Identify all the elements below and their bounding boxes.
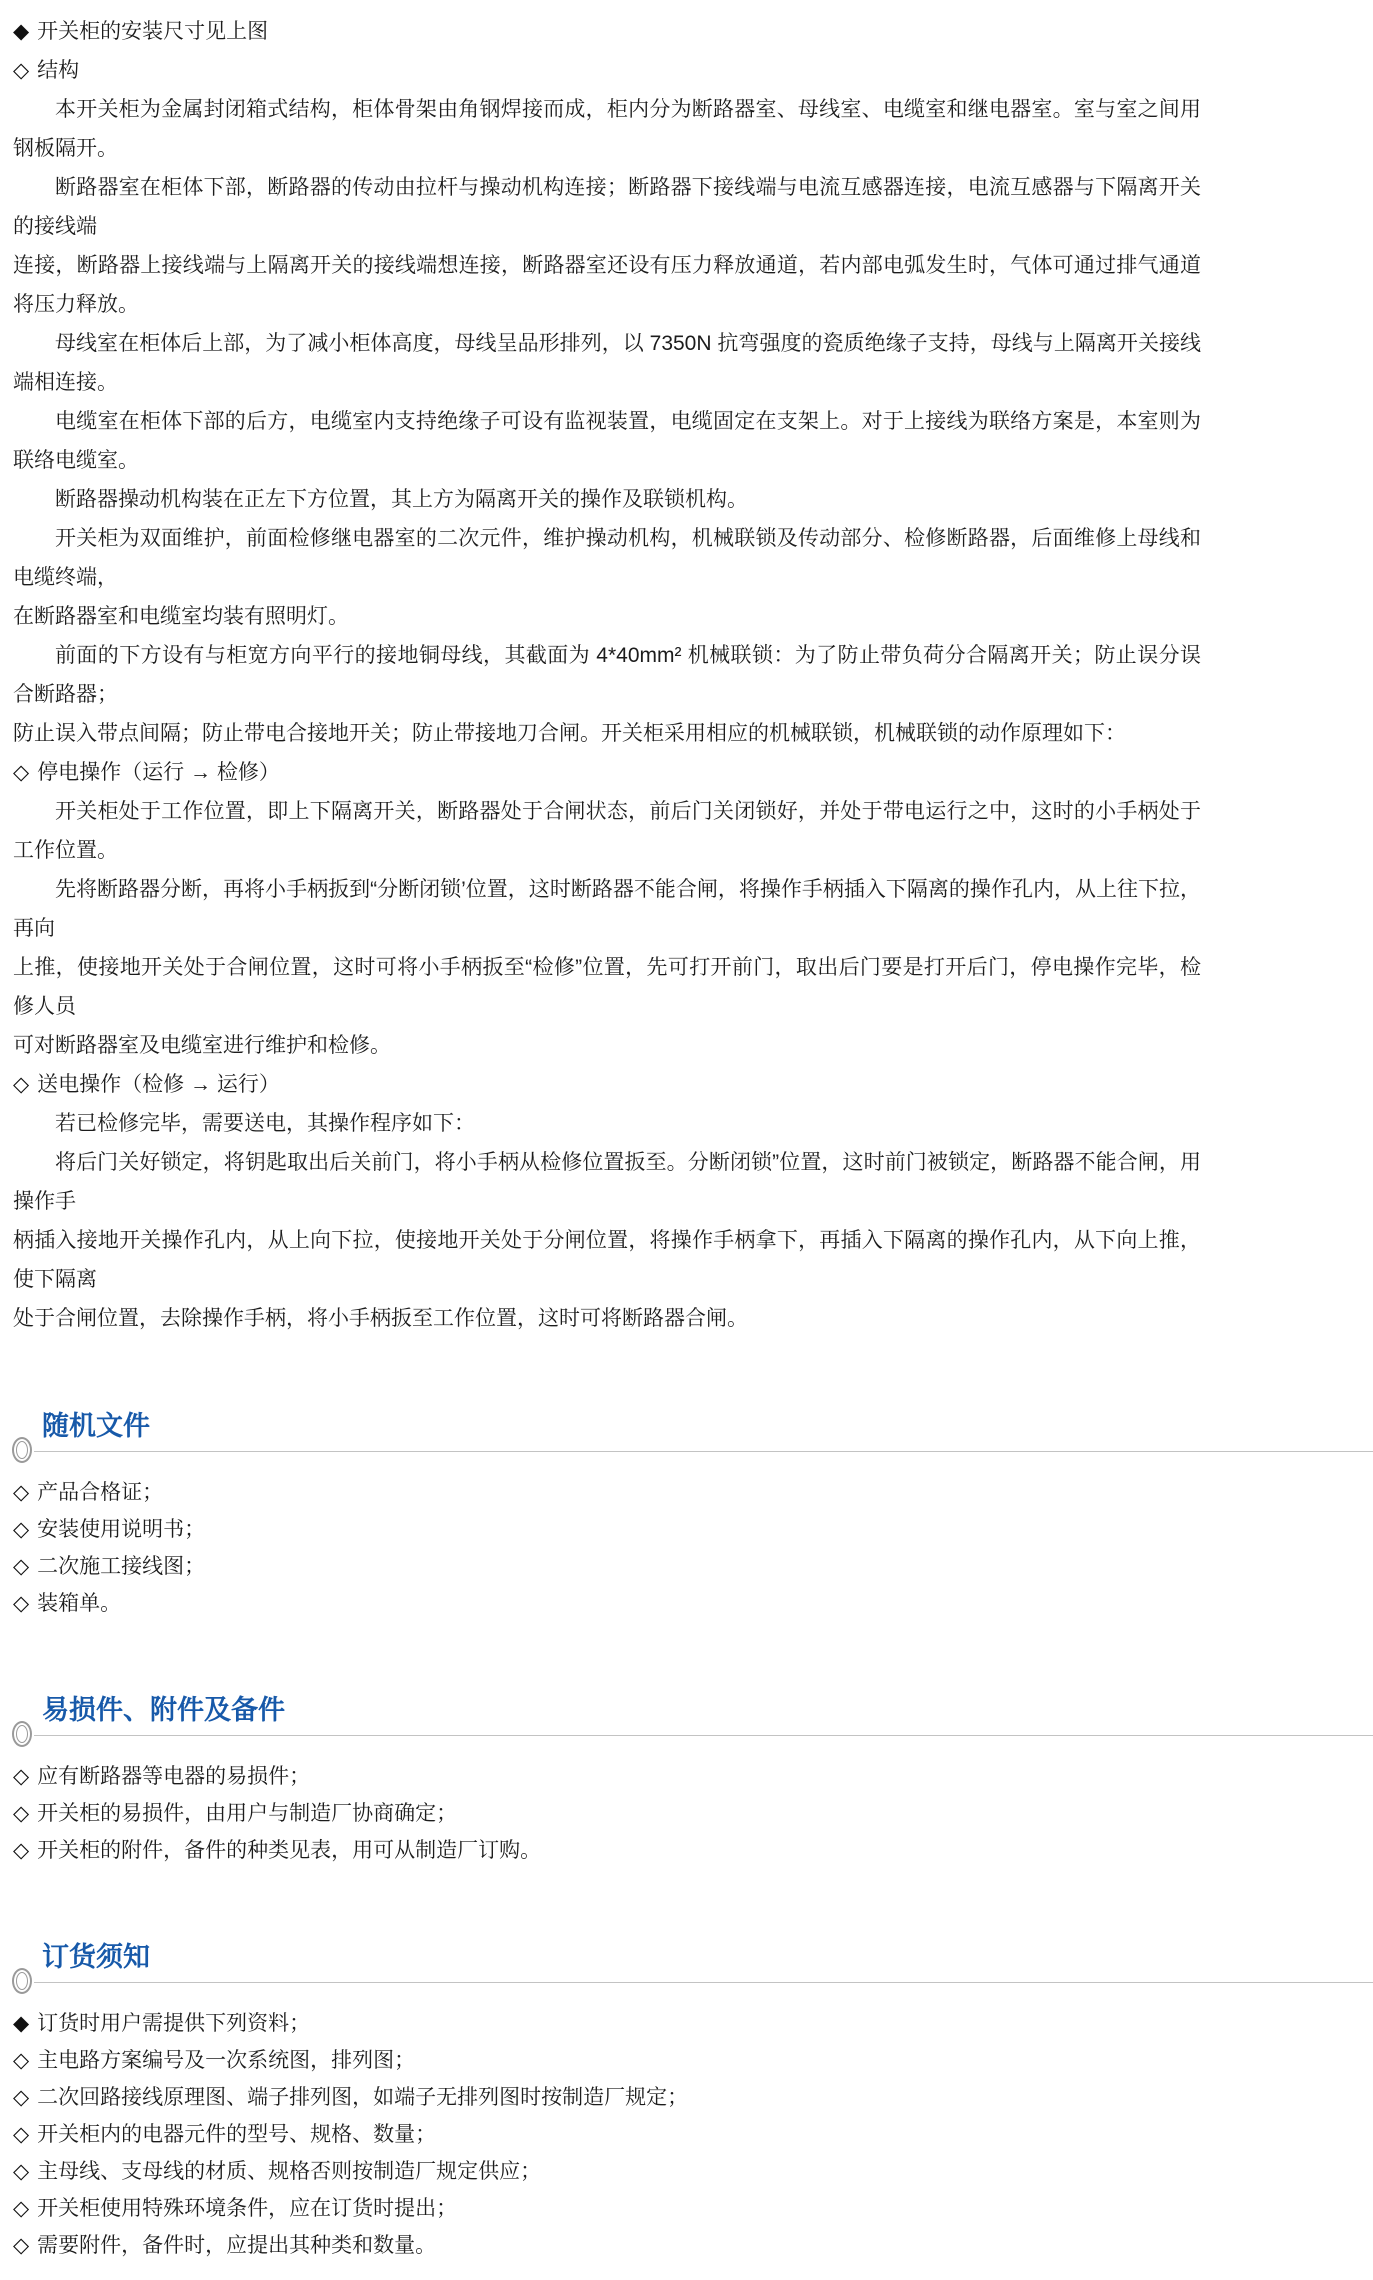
text-line (13, 636, 1201, 714)
section-title: 易损件、附件及备件 (42, 1695, 285, 1725)
line-text: 结构 (37, 59, 80, 82)
text-line (13, 480, 1201, 519)
line-text: 需要附件，备件时，应提出其种类和数量。 (37, 2234, 437, 2257)
line-text: 柄插入接地开关操作孔内，从上向下拉，使接地开关处于分闸位置，将操作手柄拿下，再插入下隔离的操作孔内，从下向上推，使下隔离 (13, 1229, 1201, 1291)
diamond-bullet-icon: ◇ (13, 1555, 30, 1578)
section (0, 1410, 1373, 1622)
diamond-bullet-icon: ◆ (13, 20, 30, 43)
line-text: 产品合格证； (37, 1481, 164, 1504)
text-line (13, 1511, 1201, 1548)
text-line (13, 168, 1201, 246)
text-line (13, 1299, 1201, 1338)
line-text: 主电路方案编号及一次系统图，排列图； (37, 2049, 416, 2072)
diamond-bullet-icon: ◆ (13, 2012, 30, 2035)
ring-ornament-icon (12, 1437, 32, 1463)
text-line (13, 1065, 1201, 1104)
text-line (13, 753, 1201, 792)
diamond-bullet-icon: ◇ (13, 2086, 30, 2109)
text-line (13, 2005, 1201, 2042)
text-line (13, 1795, 1201, 1832)
line-text: 主母线、支母线的材质、规格否则按制造厂规定供应； (37, 2160, 542, 2183)
line-text: 送电操作（检修 → 运行） (37, 1073, 280, 1096)
line-text: 防止误入带点间隔；防止带电合接地开关；防止带接地刀合闸。开关柜采用相应的机械联锁，机械联锁的动作原理如下： (13, 722, 1126, 745)
diamond-bullet-icon: ◇ (13, 2234, 30, 2257)
diamond-bullet-icon: ◇ (13, 2197, 30, 2220)
line-text: 连接，断路器上接线端与上隔离开关的接线端想连接，断路器室还设有压力释放通道，若内部电弧发生时，气体可通过排气通道将压力释放。 (13, 254, 1201, 316)
text-line (13, 402, 1201, 480)
line-text: 应有断路器等电器的易损件； (37, 1765, 311, 1788)
diamond-bullet-icon: ◇ (13, 1765, 30, 1788)
line-text: 订货时用户需提供下列资料； (37, 2012, 311, 2035)
line-text: 安装使用说明书； (37, 1518, 206, 1541)
line-text: 开关柜的安装尺寸见上图 (37, 20, 269, 43)
text-line (13, 12, 1201, 51)
text-line (13, 714, 1201, 753)
line-text: 停电操作（运行 → 检修） (37, 761, 280, 784)
line-text: 本开关柜为金属封闭箱式结构，柜体骨架由角钢焊接而成，柜内分为断路器室、母线室、电缆室和继电器室。室与室之间用钢板隔开。 (13, 98, 1201, 160)
text-line (13, 324, 1201, 402)
diamond-bullet-icon: ◇ (13, 1592, 30, 1615)
line-text: 可对断路器室及电缆室进行维护和检修。 (13, 1034, 391, 1057)
section (0, 1694, 1373, 1869)
diamond-bullet-icon: ◇ (13, 2160, 30, 2183)
text-line (13, 2153, 1201, 2190)
text-line (13, 948, 1201, 1026)
diamond-bullet-icon: ◇ (13, 1518, 30, 1541)
section-item-list (0, 1758, 1373, 1869)
line-text: 前面的下方设有与柜宽方向平行的接地铜母线，其截面为 4*40mm² 机械联锁：为了防止带负荷分合隔离开关；防止误分误合断路器； (13, 644, 1201, 706)
text-line (13, 1221, 1201, 1299)
section-title: 订货须知 (42, 1942, 150, 1972)
line-text: 将后门关好锁定，将钥匙取出后关前门，将小手柄从检修位置扳至。分断闭锁”位置，这时前门被锁定，断路器不能合闸，用操作手 (13, 1151, 1201, 1213)
section-item-list (0, 2005, 1373, 2264)
text-line (13, 1758, 1201, 1795)
diamond-bullet-icon: ◇ (13, 2123, 30, 2146)
text-line (13, 1585, 1201, 1622)
line-text: 电缆室在柜体下部的后方，电缆室内支持绝缘子可设有监视装置，电缆固定在支架上。对于上接线为联络方案是，本室则为联络电缆室。 (13, 410, 1201, 472)
line-text: 在断路器室和电缆室均装有照明灯。 (13, 605, 349, 628)
diamond-bullet-icon: ◇ (13, 761, 30, 784)
section-rule (34, 1982, 1373, 1983)
line-text: 二次施工接线图； (37, 1555, 206, 1578)
text-line (13, 1474, 1201, 1511)
line-text: 先将断路器分断，再将小手柄扳到“分断闭锁’位置，这时断路器不能合闸，将操作手柄插入下隔离的操作孔内，从上往下拉，再向 (13, 878, 1201, 940)
line-text: 断路器操动机构装在正左下方位置，其上方为隔离开关的操作及联锁机构。 (55, 488, 748, 511)
text-line (13, 51, 1201, 90)
text-line (13, 1026, 1201, 1065)
diamond-bullet-icon: ◇ (13, 1839, 30, 1862)
text-line (13, 519, 1201, 597)
diamond-bullet-icon: ◇ (13, 1802, 30, 1825)
text-line (13, 2079, 1201, 2116)
ring-ornament-icon (12, 1721, 32, 1747)
text-line (13, 597, 1201, 636)
text-line (13, 90, 1201, 168)
line-text: 开关柜内的电器元件的型号、规格、数量； (37, 2123, 437, 2146)
text-line (13, 870, 1201, 948)
text-line (13, 1832, 1201, 1869)
section (0, 1941, 1373, 2264)
section-item-list (0, 1474, 1373, 1622)
line-text: 开关柜为双面维护，前面检修继电器室的二次元件，维护操动机构，机械联锁及传动部分、检修断路器，后面维修上母线和电缆终端， (13, 527, 1201, 589)
text-line (13, 2190, 1201, 2227)
line-text: 开关柜使用特殊环境条件，应在订货时提出； (37, 2197, 458, 2220)
line-text: 装箱单。 (37, 1592, 122, 1615)
section-rule (34, 1735, 1373, 1736)
line-text: 处于合闸位置，去除操作手柄，将小手柄扳至工作位置，这时可将断路器合闸。 (13, 1307, 748, 1330)
text-line (13, 1548, 1201, 1585)
line-text: 断路器室在柜体下部，断路器的传动由拉杆与操动机构连接；断路器下接线端与电流互感器连接，电流互感器与下隔离开关的接线端 (13, 176, 1201, 238)
diamond-bullet-icon: ◇ (13, 59, 30, 82)
line-text: 开关柜处于工作位置，即上下隔离开关，断路器处于合闸状态，前后门关闭锁好，并处于带电运行之中，这时的小手柄处于工作位置。 (13, 800, 1201, 862)
text-line (13, 2227, 1201, 2264)
text-line (13, 792, 1201, 870)
ring-ornament-icon (12, 1968, 32, 1994)
text-line (13, 2116, 1201, 2153)
text-line (13, 1104, 1201, 1143)
line-text: 母线室在柜体后上部，为了减小柜体高度，母线呈品形排列，以 7350N 抗弯强度的瓷质绝缘子支持，母线与上隔离开关接线端相连接。 (13, 332, 1201, 394)
diamond-bullet-icon: ◇ (13, 1481, 30, 1504)
line-text: 开关柜的易损件，由用户与制造厂协商确定； (37, 1802, 458, 1825)
text-line (13, 246, 1201, 324)
line-text: 二次回路接线原理图、端子排列图，如端子无排列图时按制造厂规定； (37, 2086, 689, 2109)
text-line (13, 1143, 1201, 1221)
line-text: 若已检修完毕，需要送电，其操作程序如下： (55, 1112, 475, 1135)
sections-root (0, 1410, 1373, 2264)
line-text: 上推，使接地开关处于合闸位置，这时可将小手柄扳至“检修”位置，先可打开前门，取出后门要是打开后门，停电操作完毕，检修人员 (13, 956, 1201, 1018)
line-text: 开关柜的附件，备件的种类见表，用可从制造厂订购。 (37, 1839, 542, 1862)
text-line (13, 2042, 1201, 2079)
section-title: 随机文件 (42, 1411, 150, 1441)
diamond-bullet-icon: ◇ (13, 2049, 30, 2072)
section-rule (34, 1451, 1373, 1452)
diamond-bullet-icon: ◇ (13, 1073, 30, 1096)
